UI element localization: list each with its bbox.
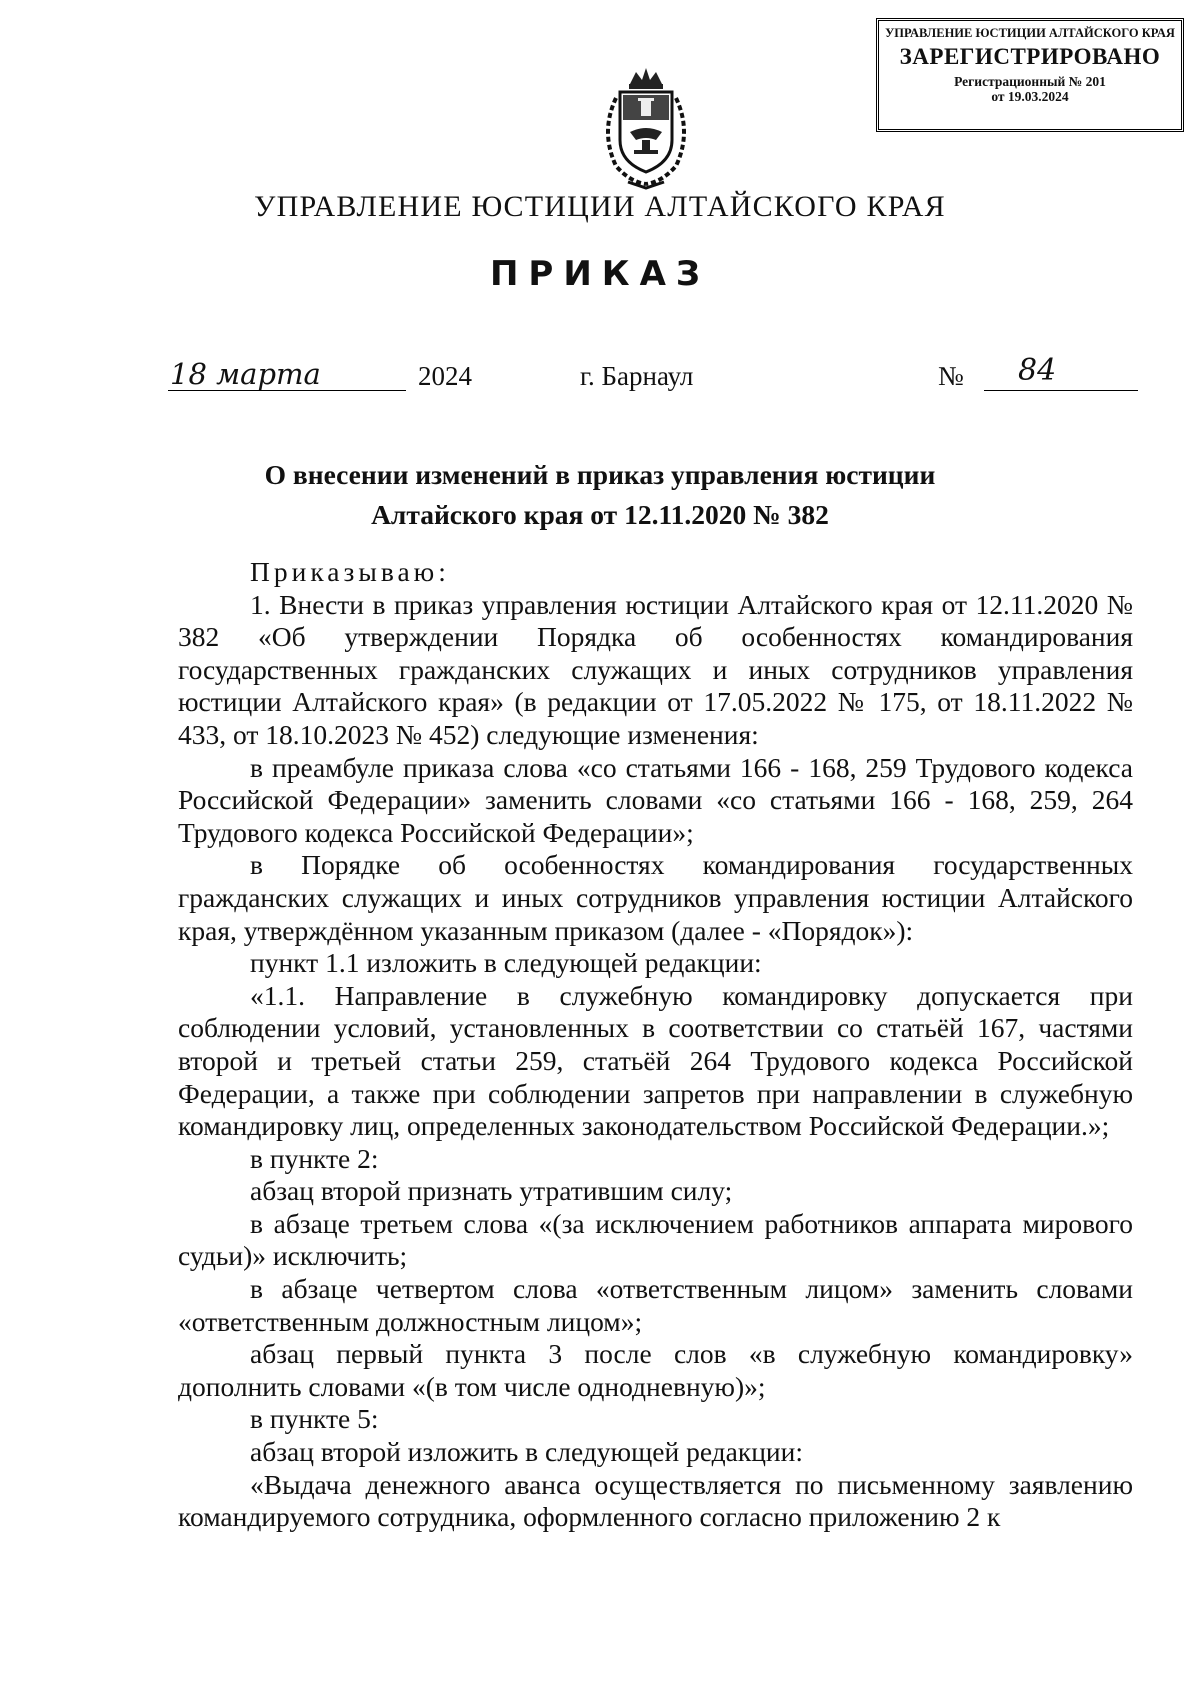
registration-stamp	[876, 18, 1184, 132]
stamp-reg-date: от 19.03.2024	[991, 89, 1069, 104]
body-paragraph: в Порядке об особенностях командирования государственных гражданских служащих и иных сотрудников управления юстиции Алтайского края, утверждённом указанным приказом (далее - «Порядок»):	[178, 849, 1133, 946]
stamp-org: УПРАВЛЕНИЕ ЮСТИЦИИ АЛТАЙСКОГО КРАЯ	[885, 26, 1175, 40]
date-underline	[168, 390, 406, 391]
document-meta	[0, 355, 1200, 399]
document-city: г. Барнаул	[580, 361, 694, 391]
organization-title: УПРАВЛЕНИЕ ЮСТИЦИИ АЛТАЙСКОГО КРАЯ	[254, 190, 946, 223]
body-paragraph: в абзаце третьем слова «(за исключением работников аппарата мирового судьи)» исключить;	[178, 1207, 1133, 1272]
document-type: ПРИКАЗ	[489, 254, 711, 294]
body-paragraph: в пункте 2:	[250, 1142, 379, 1174]
stamp-registration	[879, 74, 1181, 104]
handwritten-number: 84	[1018, 353, 1057, 388]
body-paragraph: Приказываю:	[250, 556, 450, 587]
body-paragraph: в преамбуле приказа слова «со статьями 166 - 168, 259 Трудового кодекса Российской Федерации» заменить словами «со статьями 166 - 168, 259, 264 Трудового кодекса Российской Федерации»;	[178, 751, 1133, 848]
body-paragraph: «Выдача денежного аванса осуществляется по письменному заявлению командируемого сотрудника, оформленного согласно приложению 2 к	[178, 1468, 1133, 1533]
stamp-reg-number: Регистрационный № 201	[954, 74, 1106, 89]
body-paragraph: абзац второй изложить в следующей редакции:	[250, 1436, 804, 1468]
body-paragraph: в пункте 5:	[250, 1403, 379, 1435]
stamp-status: ЗАРЕГИСТРИРОВАНО	[899, 44, 1161, 69]
body-paragraph: «1.1. Направление в служебную командировку допускается при соблюдении условий, установленных в соответствии со статьёй 167, частями второй и третьей статьи 259, статьёй 264 Трудового кодекса Российской Федерации, а также при соблюдении запретов при направлении в служебную командировку лиц, определенных законодательством Российской Федерации.»;	[178, 979, 1133, 1142]
number-underline	[984, 390, 1138, 391]
handwritten-date: 18 марта	[170, 357, 321, 391]
body-paragraph: пункт 1.1 изложить в следующей редакции:	[250, 947, 762, 979]
body-paragraph: 1. Внести в приказ управления юстиции Алтайского края от 12.11.2020 № 382 «Об утверждении Порядка об особенностях командирования государственных гражданских служащих и иных сотрудников управления юстиции Алтайского края» (в редакции от 17.05.2022 № 175, от 18.11.2022 № 433, от 18.10.2023 № 452) следующие изменения:	[178, 588, 1133, 750]
body-paragraph: в абзаце четвертом слова «ответственным лицом» заменить словами «ответственным должностным лицом»;	[178, 1273, 1133, 1337]
document-year: 2024	[418, 361, 472, 391]
number-sign: №	[938, 361, 964, 391]
document-subject: О внесении изменений в приказ управления юстиции Алтайского края от 12.11.2020 № 382	[264, 459, 936, 530]
body-paragraph: абзац второй признать утратившим силу;	[250, 1175, 733, 1207]
coat-of-arms-icon	[586, 62, 706, 192]
body-paragraph: абзац первый пункта 3 после слов «в служебную командировку» дополнить словами «(в том числе однодневную)»;	[178, 1338, 1133, 1402]
document-body	[178, 556, 1133, 1534]
